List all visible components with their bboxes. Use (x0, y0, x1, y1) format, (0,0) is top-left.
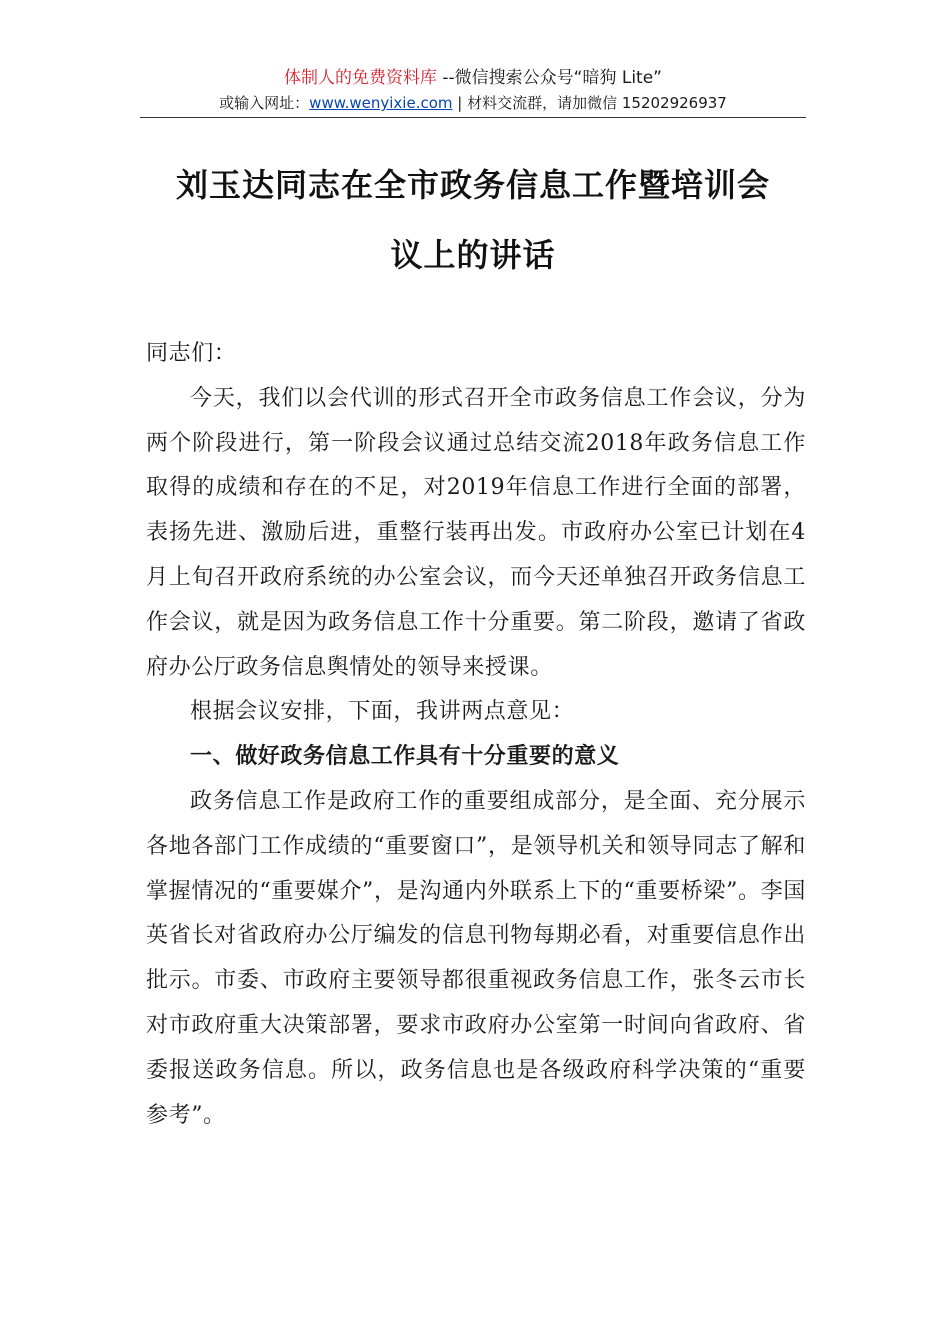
url-label: 或输入网址： (219, 94, 310, 112)
title-line-2: 议上的讲话 (390, 236, 556, 274)
paragraph-significance: 政务信息工作是政府工作的重要组成部分，是全面、充分展示各地各部门工作成绩的“重要窗口”，是领导机关和领导同志了解和掌握情况的“重要媒介”，是沟通内外联系上下的“重要桥梁”。李国英省长对省政府办公厅编发的信息刊物每期必看，对重要信息作出批示。市委、市政府主要领导都很重视政务信息工作，张冬云市长对市政府重大决策部署，要求市政府办公室第一时间向省政府、省委报送政务信息。所以，政务信息也是各级政府科学决策的“重要参考”。 (146, 788, 806, 1128)
wechat-account-text: --微信搜索公众号“暗狗 Lite” (436, 68, 662, 88)
header-contact-line (140, 91, 806, 115)
section-heading-1: 一、做好政务信息工作具有十分重要的意义 (190, 744, 620, 770)
page-header (140, 66, 806, 115)
group-contact-text: | 材料交流群，请加微信 15202926937 (452, 94, 727, 112)
paragraph-agenda: 根据会议安排，下面，我讲两点意见： (190, 699, 575, 725)
document-title (140, 150, 806, 290)
salutation: 同志们： (146, 341, 237, 366)
website-link[interactable]: www.wenyixie.com (309, 94, 453, 112)
document-body (146, 332, 806, 1138)
title-line-1: 刘玉达同志在全市政务信息工作暨培训会 (175, 166, 770, 204)
paragraph-intro: 今天，我们以会代训的形式召开全市政务信息工作会议，分为两个阶段进行，第一阶段会议通过总结交流2018年政务信息工作取得的成绩和存在的不足，对2019年信息工作进行全面的部署，表扬先进、激励后进，重整行装再出发。市政府办公室已计划在4月上旬召开政府系统的办公室会议，而今天还单独召开政务信息工作会议，就是因为政务信息工作十分重要。第二阶段，邀请了省政府办公厅政务信息舆情处的领导来授课。 (146, 385, 806, 680)
brand-name: 体制人的免费资料库 (283, 68, 437, 88)
header-divider (140, 117, 806, 118)
header-promo-line (140, 66, 806, 90)
